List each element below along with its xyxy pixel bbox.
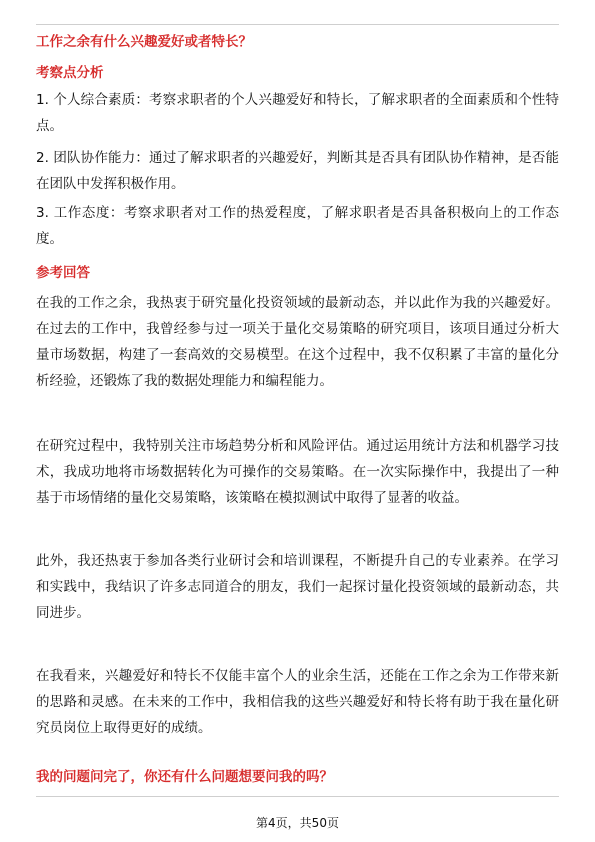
bottom-divider	[36, 796, 559, 797]
answer-paragraph-2: 在研究过程中，我特别关注市场趋势分析和风险评估。通过运用统计方法和机器学习技术，我成功地将市场数据转化为可操作的交易策略。在一次实际操作中，我提出了一种基于市场情绪的量化交易策略，该策略在模拟测试中取得了显著的收益。	[36, 438, 559, 506]
closing-question: 我的问题问完了，你还有什么问题想要问我的吗？	[36, 769, 333, 785]
answer-heading: 参考回答	[36, 265, 90, 281]
answer-paragraph-3: 此外，我还热衷于参加各类行业研讨会和培训课程，不断提升自己的专业素养。在学习和实践中，我结识了许多志同道合的朋友，我们一起探讨量化投资领域的最新动态，共同进步。	[36, 553, 559, 621]
page-number: 第4页，共50页	[256, 816, 339, 830]
answer-paragraph-1: 在我的工作之余，我热衷于研究量化投资领域的最新动态，并以此作为我的兴趣爱好。在过去的工作中，我曾经参与过一项关于量化交易策略的研究项目，该项目通过分析大量市场数据，构建了一套高效的交易模型。在这个过程中，我不仅积累了丰富的量化分析经验，还锻炼了我的数据处理能力和编程能力。	[36, 295, 559, 389]
analysis-point-2: 2. 团队协作能力：通过了解求职者的兴趣爱好，判断其是否具有团队协作精神，是否能在团队中发挥积极作用。	[36, 150, 559, 192]
analysis-point-1: 1. 个人综合素质：考察求职者的个人兴趣爱好和特长，了解求职者的全面素质和个性特点。	[36, 92, 559, 134]
question-title: 工作之余有什么兴趣爱好或者特长？	[36, 34, 252, 50]
analysis-point-3: 3. 工作态度：考察求职者对工作的热爱程度，了解求职者是否具备积极向上的工作态度。	[36, 205, 559, 247]
answer-paragraph-4: 在我看来，兴趣爱好和特长不仅能丰富个人的业余生活，还能在工作之余为工作带来新的思路和灵感。在未来的工作中，我相信我的这些兴趣爱好和特长将有助于我在量化研究员岗位上取得更好的成绩。	[36, 668, 559, 736]
top-divider	[36, 24, 559, 25]
analysis-heading: 考察点分析	[36, 65, 104, 81]
